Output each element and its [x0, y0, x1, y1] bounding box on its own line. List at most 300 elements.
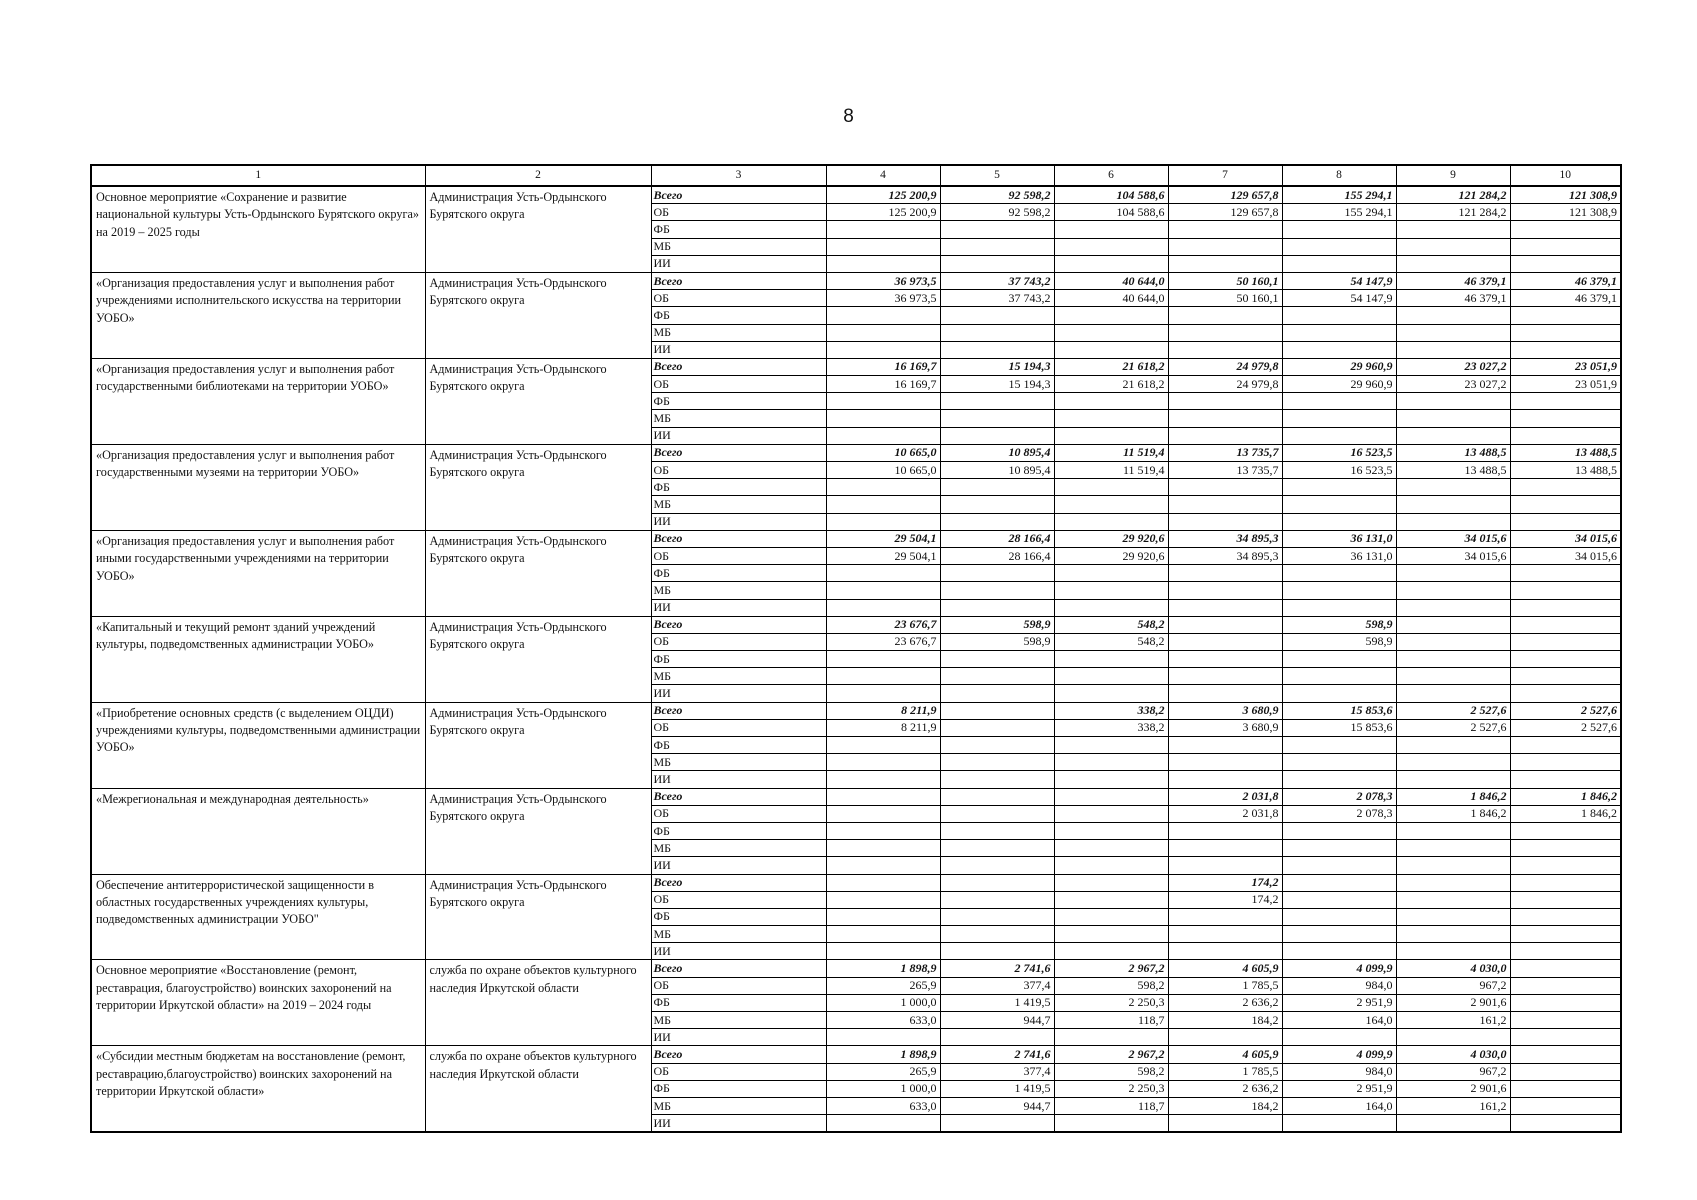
amount-cell	[940, 840, 1054, 857]
funding-source: ОБ	[651, 376, 826, 393]
amount-cell: 338,2	[1054, 719, 1168, 736]
amount-cell: 121 308,9	[1510, 186, 1621, 204]
table-row-total	[91, 358, 1621, 375]
amount-cell: 548,2	[1054, 616, 1168, 633]
amount-cell	[1510, 633, 1621, 650]
amount-cell	[1168, 651, 1282, 668]
amount-cell	[1282, 857, 1396, 874]
amount-cell	[940, 582, 1054, 599]
amount-cell	[940, 255, 1054, 272]
amount-cell: 46 379,1	[1396, 272, 1510, 289]
amount-cell	[1168, 685, 1282, 702]
amount-cell: 2 078,3	[1282, 788, 1396, 805]
amount-cell: 633,0	[826, 1097, 940, 1114]
amount-cell	[1510, 324, 1621, 341]
amount-cell	[940, 668, 1054, 685]
amount-cell: 2 527,6	[1396, 719, 1510, 736]
amount-cell: 2 250,3	[1054, 994, 1168, 1011]
amount-cell	[1054, 599, 1168, 616]
funding-source: МБ	[651, 668, 826, 685]
amount-cell: 4 030,0	[1396, 1046, 1510, 1063]
amount-cell	[1054, 908, 1168, 925]
amount-cell	[1396, 255, 1510, 272]
amount-cell: 50 160,1	[1168, 290, 1282, 307]
amount-cell: 15 194,3	[940, 358, 1054, 375]
amount-cell: 36 973,5	[826, 290, 940, 307]
amount-cell: 129 657,8	[1168, 204, 1282, 221]
amount-cell: 155 294,1	[1282, 186, 1396, 204]
amount-cell: 1 785,5	[1168, 1063, 1282, 1080]
column-header: 6	[1054, 165, 1168, 186]
funding-source: МБ	[651, 840, 826, 857]
funding-source: Всего	[651, 874, 826, 891]
amount-cell: 34 015,6	[1510, 547, 1621, 564]
funding-source: Всего	[651, 530, 826, 547]
amount-cell	[940, 393, 1054, 410]
amount-cell	[1282, 668, 1396, 685]
funding-source: ОБ	[651, 977, 826, 994]
funding-source: ФБ	[651, 565, 826, 582]
amount-cell: 118,7	[1054, 1097, 1168, 1114]
amount-cell: 29 504,1	[826, 530, 940, 547]
funding-source: ОБ	[651, 290, 826, 307]
amount-cell: 24 979,8	[1168, 358, 1282, 375]
amount-cell: 37 743,2	[940, 272, 1054, 289]
funding-source: МБ	[651, 410, 826, 427]
amount-cell: 11 519,4	[1054, 462, 1168, 479]
amount-cell	[1396, 754, 1510, 771]
funding-source: ИИ	[651, 1029, 826, 1046]
column-header: 1	[91, 165, 425, 186]
amount-cell	[1282, 238, 1396, 255]
budget-table	[90, 164, 1622, 1133]
table-row-total	[91, 874, 1621, 891]
funding-source: ИИ	[651, 943, 826, 960]
funding-source: Всего	[651, 186, 826, 204]
amount-cell	[940, 737, 1054, 754]
amount-cell: 2 901,6	[1396, 1080, 1510, 1097]
amount-cell	[1054, 737, 1168, 754]
amount-cell: 13 488,5	[1510, 462, 1621, 479]
amount-cell: 174,2	[1168, 874, 1282, 891]
activity-description: Обеспечение антитеррористической защищенности в областных государственных учреждениях культуры, подведомственных администрации УОБО"	[91, 874, 425, 960]
amount-cell	[1168, 496, 1282, 513]
amount-cell	[826, 324, 940, 341]
amount-cell	[826, 582, 940, 599]
amount-cell	[940, 874, 1054, 891]
amount-cell	[1054, 685, 1168, 702]
amount-cell	[1054, 668, 1168, 685]
amount-cell: 21 618,2	[1054, 376, 1168, 393]
amount-cell	[1510, 393, 1621, 410]
amount-cell	[1510, 960, 1621, 977]
funding-source: МБ	[651, 926, 826, 943]
amount-cell: 13 735,7	[1168, 444, 1282, 461]
amount-cell	[1396, 496, 1510, 513]
amount-cell: 46 379,1	[1510, 272, 1621, 289]
funding-source: ОБ	[651, 805, 826, 822]
executor-name: Администрация Усть-Ордынского Бурятского округа	[425, 702, 651, 788]
funding-source: ФБ	[651, 221, 826, 238]
amount-cell	[1396, 599, 1510, 616]
executor-name: служба по охране объектов культурного наследия Иркутской области	[425, 960, 651, 1046]
amount-cell: 121 284,2	[1396, 186, 1510, 204]
amount-cell: 1 000,0	[826, 1080, 940, 1097]
amount-cell	[1396, 908, 1510, 925]
amount-cell	[1054, 496, 1168, 513]
amount-cell	[1168, 599, 1282, 616]
amount-cell: 633,0	[826, 1012, 940, 1029]
amount-cell: 984,0	[1282, 1063, 1396, 1080]
amount-cell	[1282, 324, 1396, 341]
funding-source: ФБ	[651, 994, 826, 1011]
funding-source: ФБ	[651, 908, 826, 925]
amount-cell	[1510, 737, 1621, 754]
amount-cell: 34 015,6	[1396, 547, 1510, 564]
amount-cell	[1396, 822, 1510, 839]
amount-cell: 2 250,3	[1054, 1080, 1168, 1097]
funding-source: ОБ	[651, 1063, 826, 1080]
amount-cell	[1510, 410, 1621, 427]
amount-cell	[1396, 324, 1510, 341]
amount-cell: 23 051,9	[1510, 376, 1621, 393]
amount-cell	[1168, 307, 1282, 324]
amount-cell	[826, 822, 940, 839]
amount-cell	[826, 221, 940, 238]
amount-cell	[1510, 513, 1621, 530]
amount-cell: 125 200,9	[826, 186, 940, 204]
amount-cell	[1168, 513, 1282, 530]
amount-cell	[1510, 427, 1621, 444]
amount-cell: 2 741,6	[940, 1046, 1054, 1063]
amount-cell	[1396, 513, 1510, 530]
amount-cell	[1168, 754, 1282, 771]
amount-cell: 40 644,0	[1054, 290, 1168, 307]
amount-cell	[940, 926, 1054, 943]
amount-cell: 28 166,4	[940, 547, 1054, 564]
amount-cell	[1054, 805, 1168, 822]
amount-cell	[940, 719, 1054, 736]
table-row-total	[91, 530, 1621, 547]
amount-cell	[1054, 513, 1168, 530]
amount-cell: 37 743,2	[940, 290, 1054, 307]
amount-cell: 2 741,6	[940, 960, 1054, 977]
amount-cell	[1282, 393, 1396, 410]
executor-name: Администрация Усть-Ордынского Бурятского округа	[425, 358, 651, 444]
amount-cell	[1396, 737, 1510, 754]
amount-cell: 92 598,2	[940, 204, 1054, 221]
amount-cell	[1282, 737, 1396, 754]
amount-cell	[940, 891, 1054, 908]
amount-cell: 161,2	[1396, 1012, 1510, 1029]
amount-cell	[1282, 1115, 1396, 1133]
amount-cell	[1510, 908, 1621, 925]
amount-cell	[1510, 565, 1621, 582]
amount-cell	[1510, 1046, 1621, 1063]
activity-description: «Организация предоставления услуг и выполнения работ учреждениями исполнительского искусства на территории УОБО»	[91, 272, 425, 358]
amount-cell: 1 846,2	[1396, 788, 1510, 805]
amount-cell	[1282, 496, 1396, 513]
amount-cell: 29 960,9	[1282, 358, 1396, 375]
column-header: 10	[1510, 165, 1621, 186]
amount-cell	[1510, 994, 1621, 1011]
amount-cell	[1282, 840, 1396, 857]
amount-cell	[826, 513, 940, 530]
amount-cell: 104 588,6	[1054, 204, 1168, 221]
amount-cell	[940, 324, 1054, 341]
amount-cell	[1510, 874, 1621, 891]
amount-cell: 161,2	[1396, 1097, 1510, 1114]
amount-cell: 2 951,9	[1282, 1080, 1396, 1097]
amount-cell: 944,7	[940, 1097, 1054, 1114]
amount-cell: 129 657,8	[1168, 186, 1282, 204]
amount-cell	[1282, 822, 1396, 839]
amount-cell	[1510, 754, 1621, 771]
amount-cell	[826, 496, 940, 513]
funding-source: Всего	[651, 358, 826, 375]
amount-cell: 2 078,3	[1282, 805, 1396, 822]
activity-description: «Организация предоставления услуг и выполнения работ государственными библиотеками на территории УОБО»	[91, 358, 425, 444]
amount-cell	[1168, 255, 1282, 272]
amount-cell	[940, 307, 1054, 324]
amount-cell	[826, 255, 940, 272]
amount-cell: 1 846,2	[1510, 805, 1621, 822]
funding-source: ФБ	[651, 1080, 826, 1097]
amount-cell: 377,4	[940, 1063, 1054, 1080]
amount-cell	[1168, 857, 1282, 874]
amount-cell	[1054, 891, 1168, 908]
amount-cell: 24 979,8	[1168, 376, 1282, 393]
amount-cell	[1510, 668, 1621, 685]
amount-cell	[940, 1029, 1054, 1046]
amount-cell: 4 099,9	[1282, 1046, 1396, 1063]
funding-source: ИИ	[651, 771, 826, 788]
amount-cell	[1396, 341, 1510, 358]
amount-cell: 1 846,2	[1396, 805, 1510, 822]
amount-cell	[1396, 771, 1510, 788]
amount-cell: 184,2	[1168, 1097, 1282, 1114]
amount-cell: 598,2	[1054, 1063, 1168, 1080]
amount-cell: 4 099,9	[1282, 960, 1396, 977]
amount-cell	[1282, 410, 1396, 427]
executor-name: Администрация Усть-Ордынского Бурятского округа	[425, 444, 651, 530]
amount-cell	[1510, 582, 1621, 599]
amount-cell	[1510, 891, 1621, 908]
amount-cell	[1510, 599, 1621, 616]
amount-cell: 10 665,0	[826, 444, 940, 461]
amount-cell	[1168, 582, 1282, 599]
amount-cell: 598,2	[1054, 977, 1168, 994]
amount-cell: 15 853,6	[1282, 719, 1396, 736]
amount-cell: 15 853,6	[1282, 702, 1396, 719]
amount-cell: 23 027,2	[1396, 358, 1510, 375]
amount-cell: 118,7	[1054, 1012, 1168, 1029]
amount-cell	[940, 908, 1054, 925]
funding-source: ИИ	[651, 341, 826, 358]
amount-cell	[826, 737, 940, 754]
activity-description: Основное мероприятие «Сохранение и развитие национальной культуры Усть-Ордынского Бурятского округа» на 2019 – 2025 годы	[91, 186, 425, 272]
amount-cell	[826, 771, 940, 788]
amount-cell	[1396, 891, 1510, 908]
amount-cell: 598,9	[1282, 633, 1396, 650]
amount-cell	[1054, 479, 1168, 496]
activity-description: «Капитальный и текущий ремонт зданий учреждений культуры, подведомственных администрации УОБО»	[91, 616, 425, 702]
amount-cell	[1510, 943, 1621, 960]
funding-source: Всего	[651, 444, 826, 461]
funding-source: МБ	[651, 238, 826, 255]
amount-cell	[1282, 582, 1396, 599]
amount-cell	[1510, 238, 1621, 255]
amount-cell: 8 211,9	[826, 702, 940, 719]
column-header: 9	[1396, 165, 1510, 186]
amount-cell	[1510, 1029, 1621, 1046]
amount-cell: 13 488,5	[1396, 462, 1510, 479]
amount-cell: 3 680,9	[1168, 719, 1282, 736]
amount-cell	[940, 341, 1054, 358]
amount-cell	[1396, 685, 1510, 702]
amount-cell: 1 419,5	[940, 994, 1054, 1011]
table-row-total	[91, 702, 1621, 719]
amount-cell	[1396, 238, 1510, 255]
amount-cell	[826, 754, 940, 771]
amount-cell	[1054, 341, 1168, 358]
amount-cell: 10 665,0	[826, 462, 940, 479]
amount-cell	[1510, 496, 1621, 513]
funding-source: Всего	[651, 616, 826, 633]
amount-cell	[940, 754, 1054, 771]
activity-description: «Субсидии местным бюджетам на восстановление (ремонт, реставрацию,благоустройство) воинских захоронений на территории Иркутской области»	[91, 1046, 425, 1132]
amount-cell: 34 015,6	[1396, 530, 1510, 547]
amount-cell	[826, 238, 940, 255]
amount-cell	[1282, 754, 1396, 771]
amount-cell	[1168, 341, 1282, 358]
amount-cell: 265,9	[826, 977, 940, 994]
amount-cell	[1510, 840, 1621, 857]
amount-cell	[1054, 857, 1168, 874]
amount-cell	[1396, 633, 1510, 650]
amount-cell	[1054, 771, 1168, 788]
amount-cell: 121 284,2	[1396, 204, 1510, 221]
amount-cell	[940, 496, 1054, 513]
amount-cell	[1282, 874, 1396, 891]
amount-cell	[1054, 1115, 1168, 1133]
funding-source: МБ	[651, 1097, 826, 1114]
amount-cell	[1510, 341, 1621, 358]
amount-cell: 967,2	[1396, 1063, 1510, 1080]
amount-cell	[1282, 1029, 1396, 1046]
amount-cell	[1054, 221, 1168, 238]
executor-name: Администрация Усть-Ордынского Бурятского округа	[425, 616, 651, 702]
amount-cell	[940, 479, 1054, 496]
amount-cell: 40 644,0	[1054, 272, 1168, 289]
amount-cell: 16 169,7	[826, 358, 940, 375]
activity-description: «Организация предоставления услуг и выполнения работ государственными музеями на территории УОБО»	[91, 444, 425, 530]
amount-cell	[940, 427, 1054, 444]
activity-description: «Межрегиональная и международная деятельность»	[91, 788, 425, 874]
column-header: 2	[425, 165, 651, 186]
amount-cell	[1510, 771, 1621, 788]
funding-source: ОБ	[651, 719, 826, 736]
funding-source: ОБ	[651, 204, 826, 221]
column-header: 8	[1282, 165, 1396, 186]
amount-cell: 21 618,2	[1054, 358, 1168, 375]
funding-source: ОБ	[651, 891, 826, 908]
amount-cell: 2 951,9	[1282, 994, 1396, 1011]
amount-cell: 46 379,1	[1396, 290, 1510, 307]
amount-cell	[1282, 427, 1396, 444]
executor-name: Администрация Усть-Ордынского Бурятского округа	[425, 530, 651, 616]
funding-source: ИИ	[651, 1115, 826, 1133]
amount-cell: 1 419,5	[940, 1080, 1054, 1097]
amount-cell: 54 147,9	[1282, 290, 1396, 307]
amount-cell	[940, 943, 1054, 960]
amount-cell	[940, 410, 1054, 427]
amount-cell	[826, 926, 940, 943]
amount-cell	[1510, 1115, 1621, 1133]
amount-cell	[1168, 1029, 1282, 1046]
funding-source: ИИ	[651, 513, 826, 530]
amount-cell: 34 015,6	[1510, 530, 1621, 547]
amount-cell	[1168, 822, 1282, 839]
amount-cell: 23 027,2	[1396, 376, 1510, 393]
amount-cell	[826, 840, 940, 857]
amount-cell	[1282, 771, 1396, 788]
amount-cell	[1054, 754, 1168, 771]
amount-cell: 13 488,5	[1396, 444, 1510, 461]
amount-cell	[1054, 255, 1168, 272]
column-header: 3	[651, 165, 826, 186]
amount-cell: 155 294,1	[1282, 204, 1396, 221]
amount-cell	[826, 565, 940, 582]
amount-cell	[1168, 221, 1282, 238]
amount-cell	[1396, 1029, 1510, 1046]
amount-cell	[826, 668, 940, 685]
amount-cell	[940, 702, 1054, 719]
amount-cell	[1510, 1097, 1621, 1114]
amount-cell	[1168, 565, 1282, 582]
amount-cell	[826, 1115, 940, 1133]
amount-cell	[826, 685, 940, 702]
activity-description: «Организация предоставления услуг и выполнения работ иными государственными учреждениями на территории УОБО»	[91, 530, 425, 616]
amount-cell	[1396, 668, 1510, 685]
amount-cell	[1054, 238, 1168, 255]
amount-cell	[826, 427, 940, 444]
amount-cell	[1054, 651, 1168, 668]
amount-cell: 13 488,5	[1510, 444, 1621, 461]
amount-cell	[1396, 840, 1510, 857]
amount-cell	[1168, 616, 1282, 633]
amount-cell: 2 527,6	[1510, 719, 1621, 736]
funding-source: ФБ	[651, 822, 826, 839]
amount-cell	[826, 341, 940, 358]
amount-cell: 121 308,9	[1510, 204, 1621, 221]
amount-cell	[1054, 788, 1168, 805]
funding-source: ИИ	[651, 255, 826, 272]
amount-cell	[1396, 221, 1510, 238]
amount-cell: 967,2	[1396, 977, 1510, 994]
amount-cell	[826, 874, 940, 891]
amount-cell	[940, 565, 1054, 582]
amount-cell	[1396, 307, 1510, 324]
amount-cell: 10 895,4	[940, 462, 1054, 479]
amount-cell	[1510, 1080, 1621, 1097]
page-number: 8	[843, 106, 854, 127]
column-header: 4	[826, 165, 940, 186]
amount-cell: 46 379,1	[1510, 290, 1621, 307]
amount-cell: 1 785,5	[1168, 977, 1282, 994]
amount-cell	[826, 857, 940, 874]
amount-cell: 1 898,9	[826, 960, 940, 977]
